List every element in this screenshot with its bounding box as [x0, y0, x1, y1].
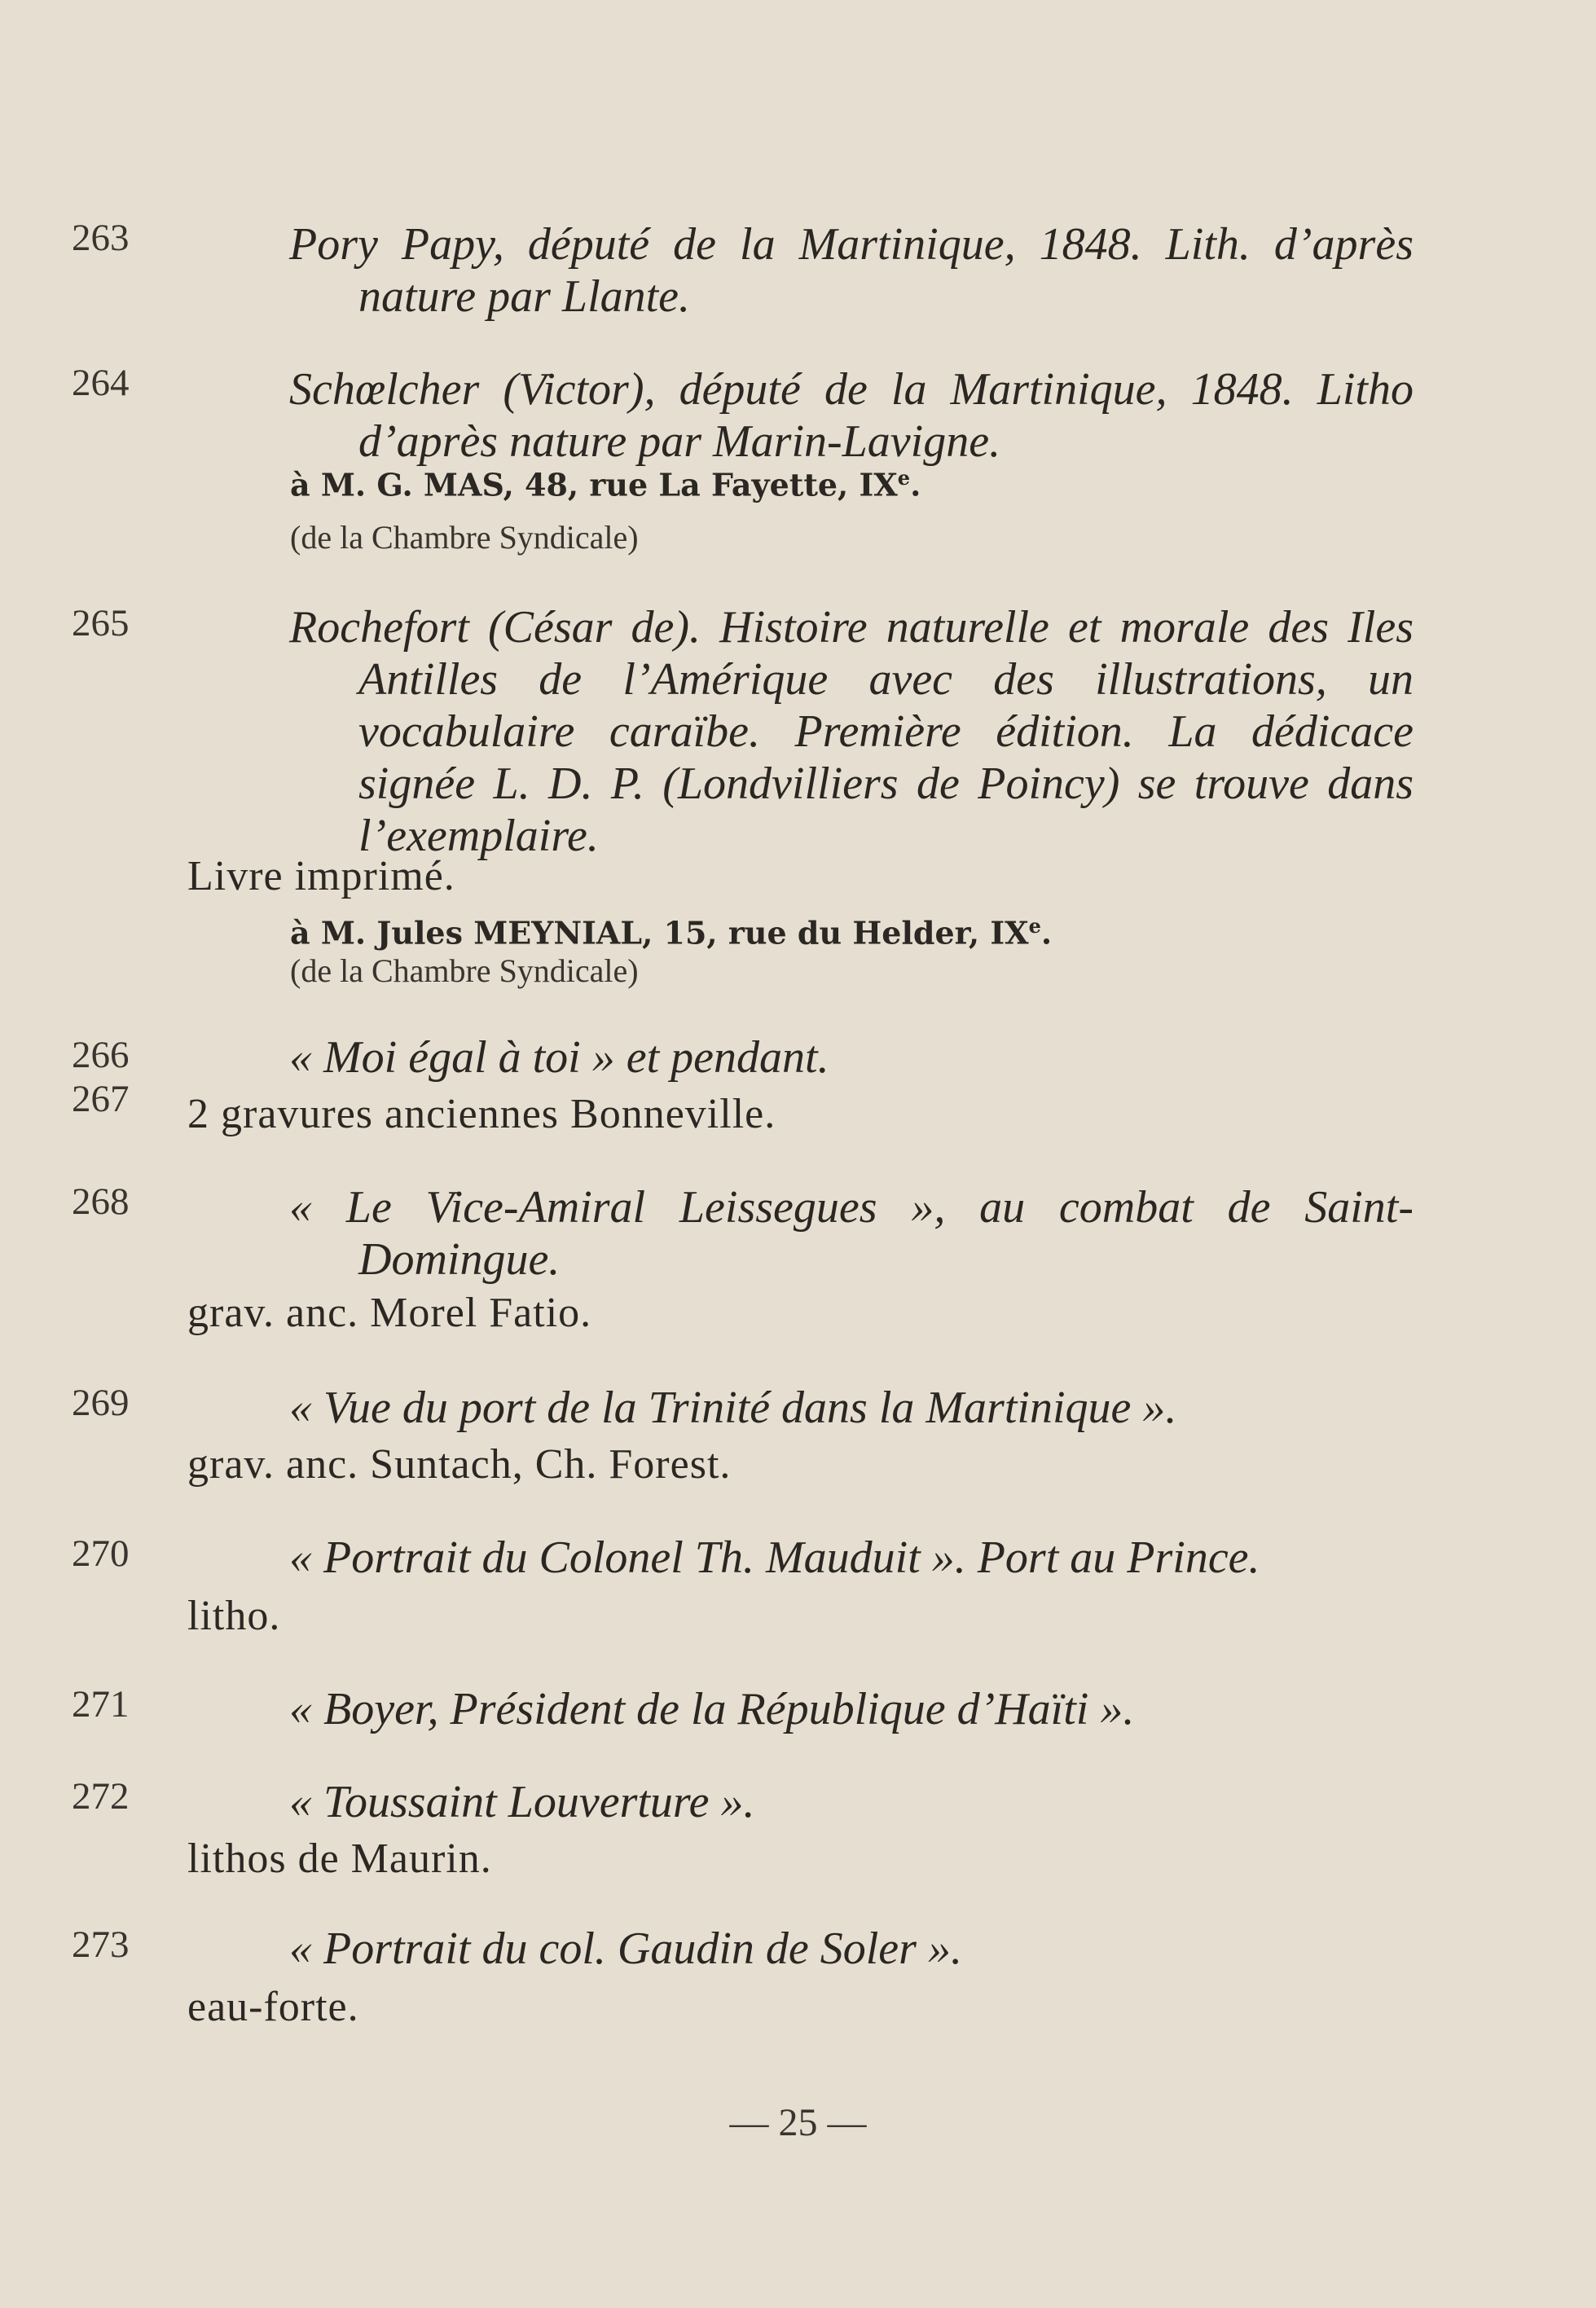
- entry-number: 269: [72, 1382, 130, 1424]
- entry-number: 271: [72, 1683, 130, 1726]
- lender-affiliation: (de la Chambre Syndicale): [290, 952, 639, 989]
- entry-number: 273: [72, 1923, 130, 1966]
- entry-note: eau-forte.: [187, 1984, 359, 2030]
- entry-note: grav. anc. Morel Fatio.: [187, 1290, 592, 1336]
- entry-title: « Boyer, Président de la République d’Haïti ».: [289, 1684, 1135, 1734]
- entry-title: « Moi égal à toi » et pendant.: [289, 1032, 829, 1083]
- entry-title: Rochefort (César de). Histoire naturelle et morale des Iles Antilles de l’Amérique avec des illustrations, un vocabulaire caraïbe. Première édition. La dédicace signée L. D. P. (Londvilliers de Poincy) se trouve dans l’exemplaire.: [289, 602, 1414, 861]
- entry-title: « Vue du port de la Trinité dans la Martinique ».: [289, 1383, 1177, 1433]
- entry-number: 270: [72, 1532, 130, 1575]
- entry-number: 267: [72, 1078, 130, 1120]
- entry-number: 263: [72, 217, 130, 259]
- entry-title: « Le Vice-Amiral Leissegues », au combat de Saint-Domingue.: [289, 1182, 1414, 1285]
- entry-number: 264: [72, 362, 130, 404]
- entry-title: Schœlcher (Victor), député de la Martinique, 1848. Litho d’après nature par Marin-Lavigne.: [289, 364, 1414, 467]
- entry-number: 265: [72, 602, 130, 644]
- entry-title: « Portrait du col. Gaudin de Soler ».: [289, 1923, 962, 1974]
- entry-note: lithos de Maurin.: [187, 1835, 492, 1882]
- entry-note: grav. anc. Suntach, Ch. Forest.: [187, 1441, 732, 1488]
- entry-number: 268: [72, 1180, 130, 1223]
- entry-note: 2 gravures anciennes Bonneville.: [187, 1091, 776, 1137]
- lender-address: à M. G. MAS, 48, rue La Fayette, IXe.: [290, 466, 921, 503]
- lender-affiliation: (de la Chambre Syndicale): [290, 519, 639, 556]
- entry-title: « Toussaint Louverture ».: [289, 1777, 755, 1827]
- entry-number: 272: [72, 1775, 130, 1818]
- entry-number: 266: [72, 1034, 130, 1076]
- entry-title: Pory Papy, député de la Martinique, 1848. Lith. d’après nature par Llante.: [289, 219, 1414, 322]
- page-number: — 25 —: [729, 2101, 867, 2144]
- entry-note: litho.: [187, 1593, 281, 1639]
- lender-address: à M. Jules MEYNIAL, 15, rue du Helder, IXe.: [290, 914, 1053, 952]
- entry-title: « Portrait du Colonel Th. Mauduit ». Port au Prince.: [289, 1532, 1260, 1583]
- entry-note: Livre imprimé.: [187, 853, 455, 899]
